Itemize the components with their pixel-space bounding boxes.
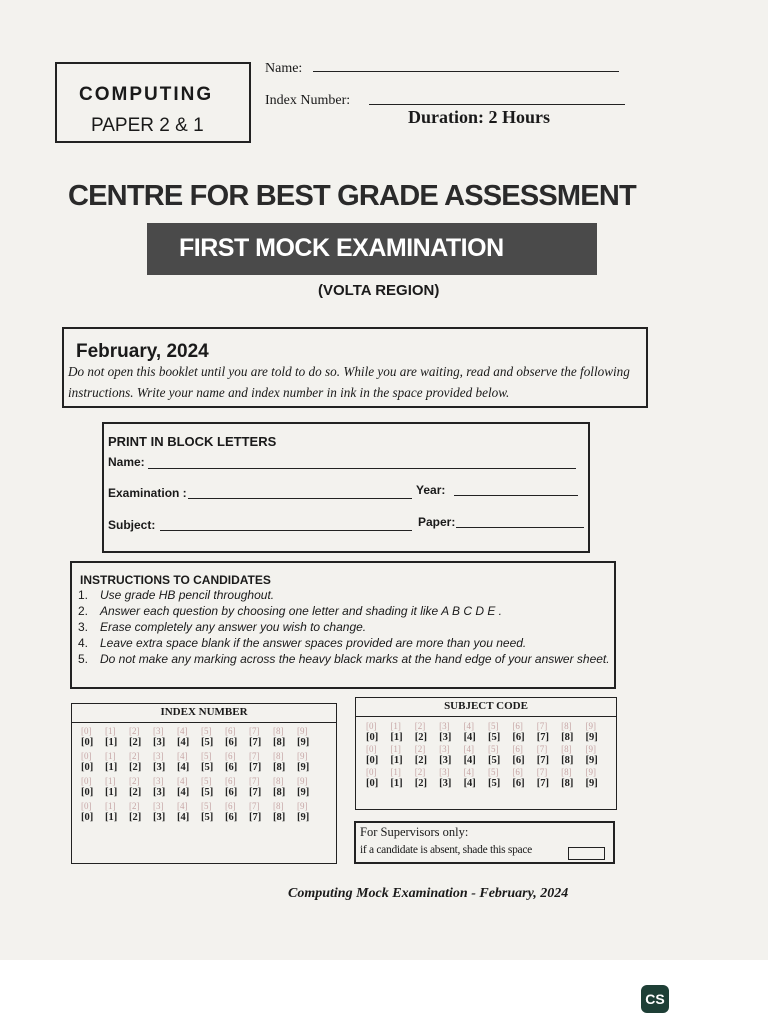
index-digit-bubble[interactable]: [3]: [153, 737, 166, 748]
instruction-item: 5. Do not make any marking across the heavy black marks at the hand edge of your answer sheet.: [78, 652, 610, 666]
subject-digit-bubble[interactable]: [1]: [390, 755, 403, 766]
subject-digit-bubble[interactable]: [7]: [536, 732, 549, 743]
index-digit-bubble[interactable]: [7]: [249, 762, 262, 773]
instructions-title: INSTRUCTIONS TO CANDIDATES: [80, 573, 271, 587]
subject-digit-ghost-row: [0] [1] [2] [3] [4] [5] [6] [7] [8] [9]: [366, 744, 597, 754]
subject-digit-bubble[interactable]: [3]: [439, 755, 452, 766]
subject-digit-bubble[interactable]: [8]: [561, 732, 574, 743]
index-digit-bubble[interactable]: [0]: [81, 787, 94, 798]
index-digit-bubble[interactable]: [7]: [249, 737, 262, 748]
footer-text: Computing Mock Examination - February, 2024: [288, 886, 569, 901]
subject-digit-bubble[interactable]: [8]: [561, 778, 574, 789]
index-digit-bubble[interactable]: [9]: [297, 762, 310, 773]
index-digit-bubble[interactable]: [3]: [153, 812, 166, 823]
subject-digit-bubble[interactable]: [6]: [512, 778, 525, 789]
index-digit-bubble[interactable]: [7]: [249, 812, 262, 823]
supervisors-box: [354, 821, 615, 864]
instruction-item: 2. Answer each question by choosing one letter and shading it like A B C D E .: [78, 604, 503, 618]
instruction-item: 1. Use grade HB pencil throughout.: [78, 588, 275, 602]
block-letters-form: [102, 422, 590, 553]
index-digit-bubble[interactable]: [0]: [81, 737, 94, 748]
index-digit-bubble[interactable]: [7]: [249, 787, 262, 798]
subject-digit-bubble[interactable]: [7]: [536, 755, 549, 766]
subject-digit-bubble[interactable]: [5]: [487, 732, 501, 743]
index-digit-bubble[interactable]: [4]: [177, 737, 190, 748]
index-digit-bubble[interactable]: [6]: [225, 737, 238, 748]
subject-digit-bubble[interactable]: [9]: [585, 755, 598, 766]
subject-digit-bubble[interactable]: [4]: [463, 778, 476, 789]
subject-digit-bubble[interactable]: [5]: [487, 778, 501, 789]
index-digit-bubble[interactable]: [4]: [177, 787, 190, 798]
subject-digit-row: [366, 732, 610, 743]
index-digit-ghost-row: [0] [1] [2] [3] [4] [5] [6] [7] [8] [9]: [81, 751, 308, 761]
instruction-item: 3. Erase completely any answer you wish to change.: [78, 620, 367, 634]
subject-digit-ghost-row: [0] [1] [2] [3] [4] [5] [6] [7] [8] [9]: [366, 767, 597, 777]
index-digit-bubble[interactable]: [3]: [153, 787, 166, 798]
form-subject-field[interactable]: [160, 530, 412, 531]
index-digit-bubble[interactable]: [5]: [201, 737, 214, 748]
region: (VOLTA REGION): [318, 282, 440, 299]
subject-digit-bubble[interactable]: [0]: [366, 732, 379, 743]
header-index-line: [369, 104, 625, 105]
subject-digit-bubble[interactable]: [0]: [366, 778, 379, 789]
index-digit-ghost-row: [0] [1] [2] [3] [4] [5] [6] [7] [8] [9]: [81, 776, 308, 786]
index-digit-bubble[interactable]: [1]: [105, 737, 118, 748]
instructions-list: [78, 587, 612, 667]
notice-box: [62, 327, 648, 408]
subject-digit-ghost-row: [0] [1] [2] [3] [4] [5] [6] [7] [8] [9]: [366, 721, 597, 731]
index-digit-ghost-row: [0] [1] [2] [3] [4] [5] [6] [7] [8] [9]: [81, 801, 308, 811]
index-number-grid: [71, 703, 337, 864]
form-examination-field[interactable]: [188, 498, 412, 499]
index-digit-bubble[interactable]: [1]: [105, 762, 118, 773]
subject-digit-bubble[interactable]: [1]: [390, 732, 403, 743]
form-paper-field[interactable]: [456, 527, 584, 528]
subject-digit-bubble[interactable]: [1]: [390, 778, 403, 789]
index-digit-row: [81, 787, 321, 798]
subject-code-grid: [355, 697, 617, 810]
index-digit-row: [81, 812, 321, 823]
subject-grid-title: SUBJECT CODE: [356, 700, 616, 717]
index-digit-bubble[interactable]: [5]: [201, 812, 214, 823]
index-digit-bubble[interactable]: [6]: [225, 812, 238, 823]
form-subject-label: Subject:: [108, 518, 156, 532]
exam-title: FIRST MOCK EXAMINATION: [179, 234, 504, 262]
index-digit-row: [81, 737, 321, 748]
duration: Duration: 2 Hours: [408, 107, 551, 127]
form-paper-label: Paper:: [418, 515, 456, 529]
index-digit-bubble[interactable]: [2]: [129, 812, 142, 823]
subject-digit-bubble[interactable]: [5]: [487, 755, 501, 766]
form-name-label: Name:: [108, 455, 145, 469]
instruction-item: 4. Leave extra space blank if the answer spaces provided are more than you need.: [78, 636, 527, 650]
subject-digit-bubble[interactable]: [7]: [536, 778, 549, 789]
index-digit-bubble[interactable]: [9]: [297, 737, 310, 748]
subject-digit-bubble[interactable]: [4]: [463, 755, 476, 766]
index-digit-bubble[interactable]: [3]: [153, 762, 166, 773]
index-digit-ghost-row: [0] [1] [2] [3] [4] [5] [6] [7] [8] [9]: [81, 726, 308, 736]
subject-digit-bubble[interactable]: [4]: [463, 732, 476, 743]
form-name-field[interactable]: [148, 468, 576, 469]
absent-instruction: if a candidate is absent, shade this space: [360, 844, 532, 856]
subject-digit-bubble[interactable]: [2]: [414, 755, 428, 766]
index-digit-bubble[interactable]: [5]: [201, 762, 214, 773]
subject-box: [55, 62, 251, 143]
index-digit-row: [81, 762, 321, 773]
subject-digit-bubble[interactable]: [2]: [414, 778, 428, 789]
index-digit-bubble[interactable]: [8]: [273, 737, 286, 748]
subject-digit-bubble[interactable]: [8]: [561, 755, 574, 766]
index-digit-bubble[interactable]: [1]: [105, 787, 118, 798]
index-digit-bubble[interactable]: [0]: [81, 812, 94, 823]
subject-digit-bubble[interactable]: [9]: [585, 732, 598, 743]
form-year-field[interactable]: [454, 495, 578, 496]
index-grid-title: INDEX NUMBER: [72, 706, 336, 723]
index-digit-bubble[interactable]: [4]: [177, 812, 190, 823]
exam-banner: [147, 223, 597, 275]
index-digit-bubble[interactable]: [8]: [273, 787, 286, 798]
index-digit-bubble[interactable]: [4]: [177, 762, 190, 773]
notice-text: Do not open this booklet until you are told to do so. While you are waiting, read and observe the following instructions. Write your name and index number in ink in the space provided below.: [68, 364, 630, 400]
instructions-box: [70, 561, 616, 689]
index-digit-bubble[interactable]: [1]: [105, 812, 118, 823]
header-name-label: Name:: [265, 61, 303, 76]
centre-title: CENTRE FOR BEST GRADE ASSESSMENT: [68, 180, 636, 212]
subject-digit-row: [366, 778, 610, 789]
header-name-line: [313, 71, 619, 72]
form-year-label: Year:: [416, 483, 446, 497]
absent-shade-box[interactable]: [568, 847, 605, 860]
index-digit-bubble[interactable]: [0]: [81, 762, 94, 773]
paper-number: PAPER 2 & 1: [91, 115, 204, 136]
index-digit-bubble[interactable]: [6]: [225, 787, 238, 798]
index-digit-bubble[interactable]: [2]: [129, 762, 142, 773]
index-digit-bubble[interactable]: [2]: [129, 737, 142, 748]
subject-digit-row: [366, 755, 610, 766]
subject-digit-bubble[interactable]: [9]: [585, 778, 598, 789]
supervisors-label: For Supervisors only:: [360, 825, 469, 839]
exam-date: February, 2024: [76, 341, 209, 362]
index-digit-bubble[interactable]: [9]: [297, 787, 310, 798]
form-examination-label: Examination :: [108, 486, 187, 500]
index-digit-bubble[interactable]: [6]: [225, 762, 238, 773]
subject-digit-bubble[interactable]: [3]: [439, 732, 452, 743]
subject-digit-bubble[interactable]: [6]: [512, 755, 525, 766]
index-digit-bubble[interactable]: [8]: [273, 812, 286, 823]
index-digit-bubble[interactable]: [8]: [273, 762, 286, 773]
index-digit-bubble[interactable]: [5]: [201, 787, 214, 798]
index-digit-bubble[interactable]: [2]: [129, 787, 142, 798]
subject-digit-bubble[interactable]: [2]: [414, 732, 428, 743]
form-title: PRINT IN BLOCK LETTERS: [108, 434, 277, 449]
subject-digit-bubble[interactable]: [6]: [512, 732, 525, 743]
subject-digit-bubble[interactable]: [0]: [366, 755, 379, 766]
subject-name: COMPUTING: [79, 84, 214, 105]
index-digit-bubble[interactable]: [9]: [297, 812, 310, 823]
header-index-label: Index Number:: [265, 93, 351, 108]
subject-digit-bubble[interactable]: [3]: [439, 778, 452, 789]
camscanner-logo: CS: [641, 985, 669, 1013]
